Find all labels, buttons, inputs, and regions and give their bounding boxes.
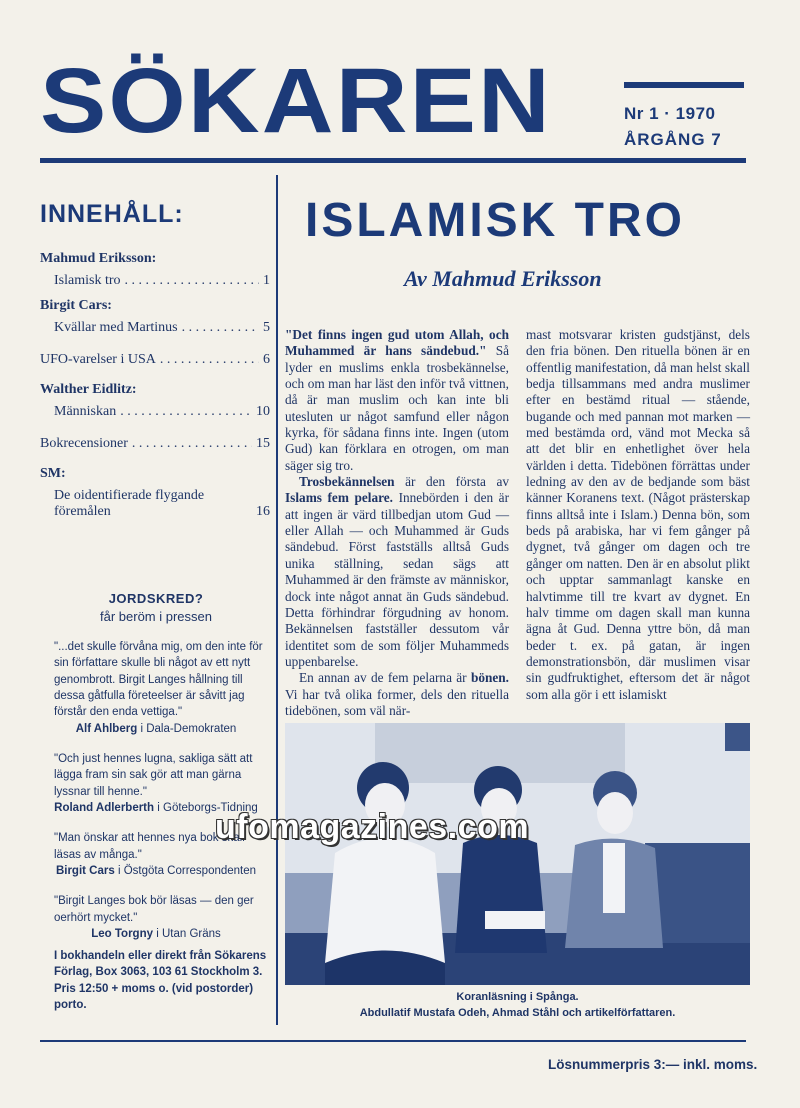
toc-entry-title: De oidentifierade flygande föremålen <box>54 488 205 519</box>
press-subheading: får beröm i pressen <box>100 609 212 625</box>
photo-caption <box>285 990 750 1022</box>
press-reviews <box>40 590 272 1013</box>
press-quote-source: Leo Torgny i Utan Gräns <box>91 927 221 940</box>
toc-entry[interactable] <box>40 404 270 420</box>
masthead-rule-top <box>624 82 744 88</box>
toc-entry[interactable] <box>40 488 270 520</box>
toc-entry-title: UFO-varelser i USA <box>40 352 156 367</box>
masthead-rule-bottom <box>40 158 746 163</box>
press-quote: "Och just hennes lugna, sakliga sätt att lägga fram sin sak gör att man gärna lyssnar till henne." <box>54 752 253 798</box>
toc-entry-title: Människan <box>54 404 117 419</box>
masthead-title: SÖKAREN <box>40 50 552 152</box>
left-column-divider <box>276 175 278 1025</box>
toc-author: Birgit Cars: <box>40 298 112 313</box>
article-column-1 <box>285 327 509 719</box>
toc-entry-title: Bokrecensioner <box>40 436 128 451</box>
press-heading: JORDSKRED? <box>108 591 204 606</box>
toc-heading: INNEHÅLL: <box>40 200 184 228</box>
article-paragraph: Trosbekännelsen är den första av Islams fem pelare. Innebörden i den är att ingen är värd tillbedjan utom Gud — eller Allah — och Muhammed är Guds sändebud. Först fastställs alltså Guds unika ställning, sedan sägs att Muhammed är den främste av människor, dock inte något annat än Guds sändebud. Detta förhindrar förgudning av honom. Bekännelsen fastställer dessutom vår identitet som de som följer Muhammeds uppenbarelse. <box>285 474 510 669</box>
toc-entry-page: 5 <box>263 320 270 335</box>
press-quote-source: Birgit Cars i Östgöta Correspondenten <box>55 864 257 877</box>
toc-entry[interactable] <box>40 352 270 368</box>
order-info: I bokhandeln eller direkt från Sökarens Förlag, Box 3063, 103 61 Stockholm 3. Pris 12:50 + moms o. (vid postorder) porto. <box>54 950 267 1012</box>
press-quote: "...det skulle förvåna mig, om den inte för sin författare skulle bli något av ett nytt genombrott. Birgit Langes hållning till dessa gåtfulla företeelser är såvitt jag förstår den enda vettiga." <box>54 640 263 719</box>
volume-label: ÅRGÅNG 7 <box>624 130 722 149</box>
toc-entry[interactable] <box>40 436 270 452</box>
watermark: ufomagazines.com <box>215 808 530 846</box>
article-paragraph: mast motsvarar kristen gudstjänst, dels den fria bönen. Den rituella bönen är en offentlig manifestation, då man helst skall bedja tillsammans med andra muslimer efter en bestämd ritual — stående, bugande och med pannan mot marken — med bestämda ord, vänd mot Mecka så att det blir en enhetlighet över hela världen i detta. Tidebönen förrättas under ledning av den av de bedjande som bäst känner Koranens text. (Något prästerskap finns alltså inte i Islam.) Denna bön, som beds på arabiska, har vi fem gånger på dygnet, två gånger om dagen och tre gånger om natten. Den är en absolut plikt och upptar sammanlagt kanske en halvtimme till tre kvart av dygnet. En halv timme om dagen skall man kunna ägna åt Gud. Denna yttre bön, då man beder t. ex. på gatan, är ingen demonstrationsbön, där muslimen visar sin gudfruktighet, eftersom det är något som alla gör i ett islamiskt <box>526 327 750 702</box>
toc-entry-page: 16 <box>256 504 270 519</box>
press-quote: "Birgit Langes bok bör läsas — den ger oerhört mycket." <box>54 895 254 924</box>
toc-entry-page: 15 <box>256 436 270 451</box>
toc-entry[interactable] <box>40 273 270 289</box>
photo-caption-names: Abdullatif Mustafa Odeh, Ahmad Ståhl och artikelförfattaren. <box>359 1006 676 1019</box>
toc-entry-page: 1 <box>263 273 270 288</box>
toc-author: Mahmud Eriksson: <box>40 251 157 266</box>
article-paragraph: En annan av de fem pelarna är bönen. Vi har två olika former, dels den rituella tidebönen, som väl när- <box>285 670 509 718</box>
press-quote-source: Alf Ahlberg i Dala-Demokraten <box>75 722 237 735</box>
photo-caption-title: Koranläsning i Spånga. <box>456 991 579 1003</box>
toc-entry-title: Islamisk tro <box>54 273 121 288</box>
table-of-contents <box>40 242 270 520</box>
article-photo <box>285 723 750 985</box>
footer-price: Lösnummerpris 3:— inkl. moms. <box>548 1057 758 1072</box>
article-paragraph: "Det finns ingen gud utom Allah, och Muhammed är hans sändebud." Så lyder en muslims enkla trosbekännelse, och om man har läst den inför två vittnen, då är man muslim och kan inte bli utesluten ur något samfund eller någon kyrka, för sådana finns inte. Ingen (utom Gud) kan förklara en otrogen, om man säger sig tro. <box>285 327 509 473</box>
toc-entry-title: Kvällar med Martinus <box>54 320 178 335</box>
toc-entry-page: 10 <box>256 404 270 419</box>
article-byline: Av Mahmud Eriksson <box>404 266 602 291</box>
article-column-2 <box>526 327 750 703</box>
footer-rule <box>40 1040 746 1042</box>
press-quote-source: Roland Adlerberth i Göteborgs-Tidning <box>54 801 258 814</box>
toc-entry-page: 6 <box>263 352 270 367</box>
photo-illustration <box>285 723 750 985</box>
article-headline: ISLAMISK TRO <box>305 194 685 247</box>
issue-number: Nr 1 · 1970 <box>624 104 716 123</box>
toc-entry[interactable] <box>40 320 270 336</box>
press-quote: "Man önskar att hennes nya bok skall läsas av många." <box>54 832 245 861</box>
toc-author: SM: <box>40 466 66 481</box>
toc-author: Walther Eidlitz: <box>40 382 137 397</box>
